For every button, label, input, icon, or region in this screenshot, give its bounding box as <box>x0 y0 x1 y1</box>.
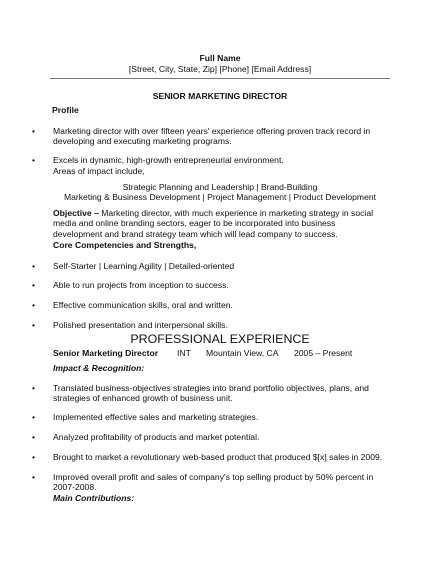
competency-text: Polished presentation and interpersonal skills. <box>53 320 228 330</box>
objective-text: Marketing director, with much experience in marketing strategy in social media and online branding sectors, eager to be incorporated into business development and brand strategy team which will lead company to success. <box>53 208 374 239</box>
impact-heading: Impact & Recognition: <box>53 363 145 373</box>
bullet-icon: • <box>32 280 36 290</box>
competency-text: Effective communication skills, oral and written. <box>53 300 233 310</box>
competency-text: Self-Starter | Learning Agility | Detailed-oriented <box>53 261 235 271</box>
bullet-icon: • <box>32 126 36 136</box>
bullet-icon: • <box>32 320 36 330</box>
bullet-icon: • <box>32 300 36 310</box>
areas-line: Marketing & Business Development | Project Management | Product Development <box>63 192 377 202</box>
impact-text: Implemented effective sales and marketing strategies. <box>53 412 259 422</box>
impact-text: Improved overall profit and sales of company's top selling product by 50% percent in 2007-2008. <box>53 472 374 493</box>
areas-line: Strategic Planning and Leadership | Brand-Building <box>122 182 318 192</box>
contact-line: [Street, City, State, Zip] [Phone] [Email Address] <box>128 64 312 74</box>
job-title: Senior Marketing Director <box>53 348 159 358</box>
areas-intro: Areas of impact include, <box>53 166 145 176</box>
contributions-heading: Main Contributions: <box>53 493 135 503</box>
profile-bullet-text: Excels in dynamic, high-growth entrepreneurial environment. <box>53 155 284 165</box>
competencies-heading: Core Competencies and Strengths, <box>53 240 197 250</box>
profile-bullet-text: Marketing director with over fifteen years' experience offering proven track record in developing and executing marketing programs. <box>53 126 371 147</box>
full-name: Full Name <box>199 53 241 63</box>
bullet-icon: • <box>32 383 36 393</box>
objective-label: Objective – <box>53 208 99 218</box>
impact-text: Analyzed profitability of products and market potential. <box>53 432 260 442</box>
experience-heading: PROFESSIONAL EXPERIENCE <box>130 332 310 346</box>
bullet-icon: • <box>32 432 36 442</box>
impact-text: Translated business-objectives strategies into brand portfolio objectives, plans, and strategies of enhanced growth of business unit. <box>53 383 369 404</box>
competency-text: Able to run projects from inception to success. <box>53 280 229 290</box>
bullet-icon: • <box>32 472 36 482</box>
objective-paragraph <box>53 208 383 239</box>
header-divider <box>50 78 390 79</box>
headline: SENIOR MARKETING DIRECTOR <box>152 91 288 101</box>
bullet-icon: • <box>32 412 36 422</box>
bullet-icon: • <box>32 452 36 462</box>
profile-heading: Profile <box>52 105 79 115</box>
impact-text: Brought to market a revolutionary web-based product that produced $[x] sales in 2009. <box>53 452 383 462</box>
bullet-icon: • <box>32 155 36 165</box>
bullet-icon: • <box>32 261 36 271</box>
job-company: INT <box>177 348 191 358</box>
job-dates: 2005 – Present <box>294 348 353 358</box>
job-location: Mountain View, CA <box>206 348 279 358</box>
